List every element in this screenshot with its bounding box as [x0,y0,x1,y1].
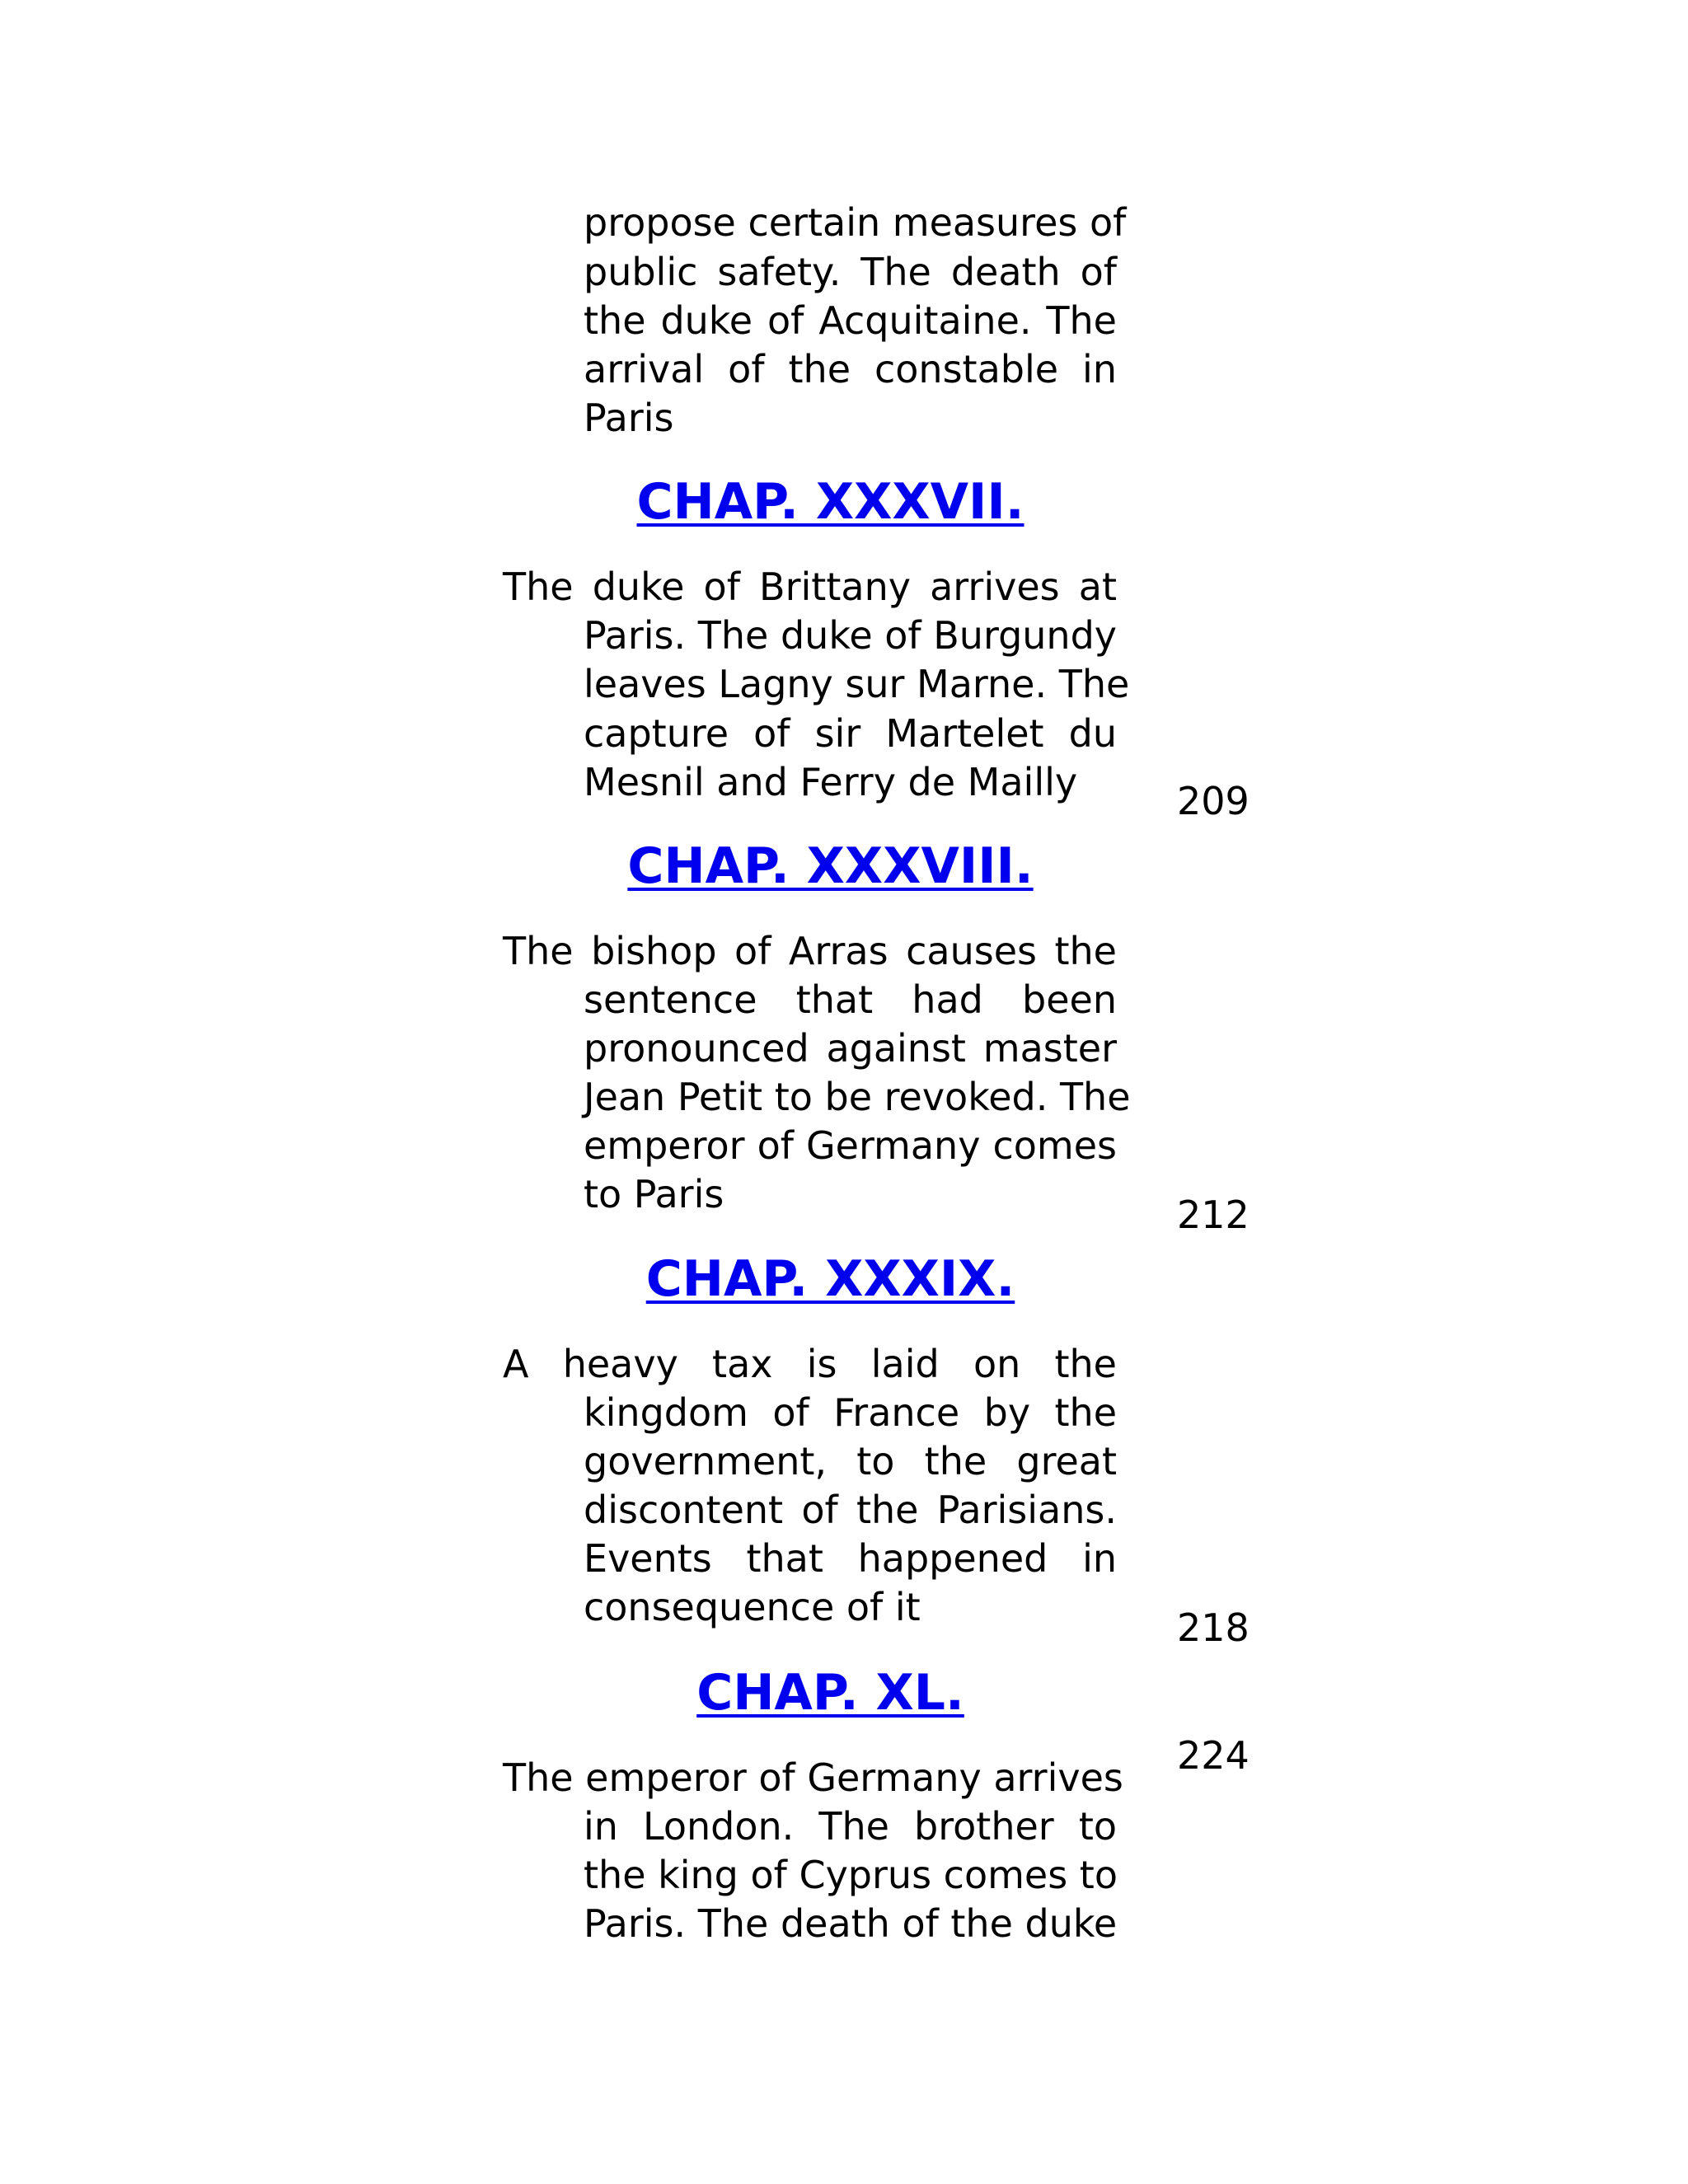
entry-text-line: Paris. The duke of Burgundy [584,613,1117,658]
entry-text-line: discontent of the Parisians. [584,1488,1117,1532]
entry-text-line: arrival of the constable in [584,347,1117,391]
entry-text-line: propose certain measures of [584,200,1127,245]
entry-text-line: The emperor of Germany arrives [503,1755,1123,1800]
chapter-heading-link[interactable]: CHAP. XL. [696,1664,964,1722]
entry-text-line: leaves Lagny sur Marne. The [584,662,1130,706]
entry-text-line: Mesnil and Ferry de Mailly [584,760,1078,804]
entry-text-line: emperor of Germany comes [584,1123,1117,1168]
page-number: 212 [1177,1193,1250,1237]
entry-text-line: The bishop of Arras causes the [503,929,1117,973]
entry-text-line: in London. The brother to [584,1804,1117,1849]
entry-text-line: Paris. The death of the duke [584,1901,1118,1946]
entry-text-line: public safety. The death of [584,250,1117,294]
entry-text-line: Jean Petit to be revoked. The [584,1075,1131,1119]
entry-text-line: government, to the great [584,1439,1117,1483]
entry-text-line: A heavy tax is laid on the [503,1342,1117,1386]
entry-text-line: The duke of Brittany arrives at [503,565,1117,609]
page-number: 224 [1177,1733,1250,1778]
entry-text-line: pronounced against master [584,1026,1117,1071]
chapter-heading-link[interactable]: CHAP. XXXIX. [645,1250,1015,1308]
page-number: 218 [1177,1605,1250,1650]
page-number: 209 [1177,779,1250,823]
entry-text-line: kingdom of France by the [584,1390,1117,1435]
entry-text-line: the duke of Acquitaine. The [584,298,1117,343]
chapter-heading-link[interactable]: CHAP. XXXVIII. [627,837,1034,895]
entry-text-line: to Paris [584,1172,724,1216]
entry-text-line: capture of sir Martelet du [584,711,1117,756]
entry-text-line: consequence of it [584,1585,921,1629]
chapter-heading-link[interactable]: CHAP. XXXVII. [636,473,1025,531]
entry-text-line: Paris [584,396,674,440]
entry-text-line: the king of Cyprus comes to [584,1853,1118,1897]
entry-text-line: sentence that had been [584,977,1117,1022]
entry-text-line: Events that happened in [584,1536,1117,1581]
